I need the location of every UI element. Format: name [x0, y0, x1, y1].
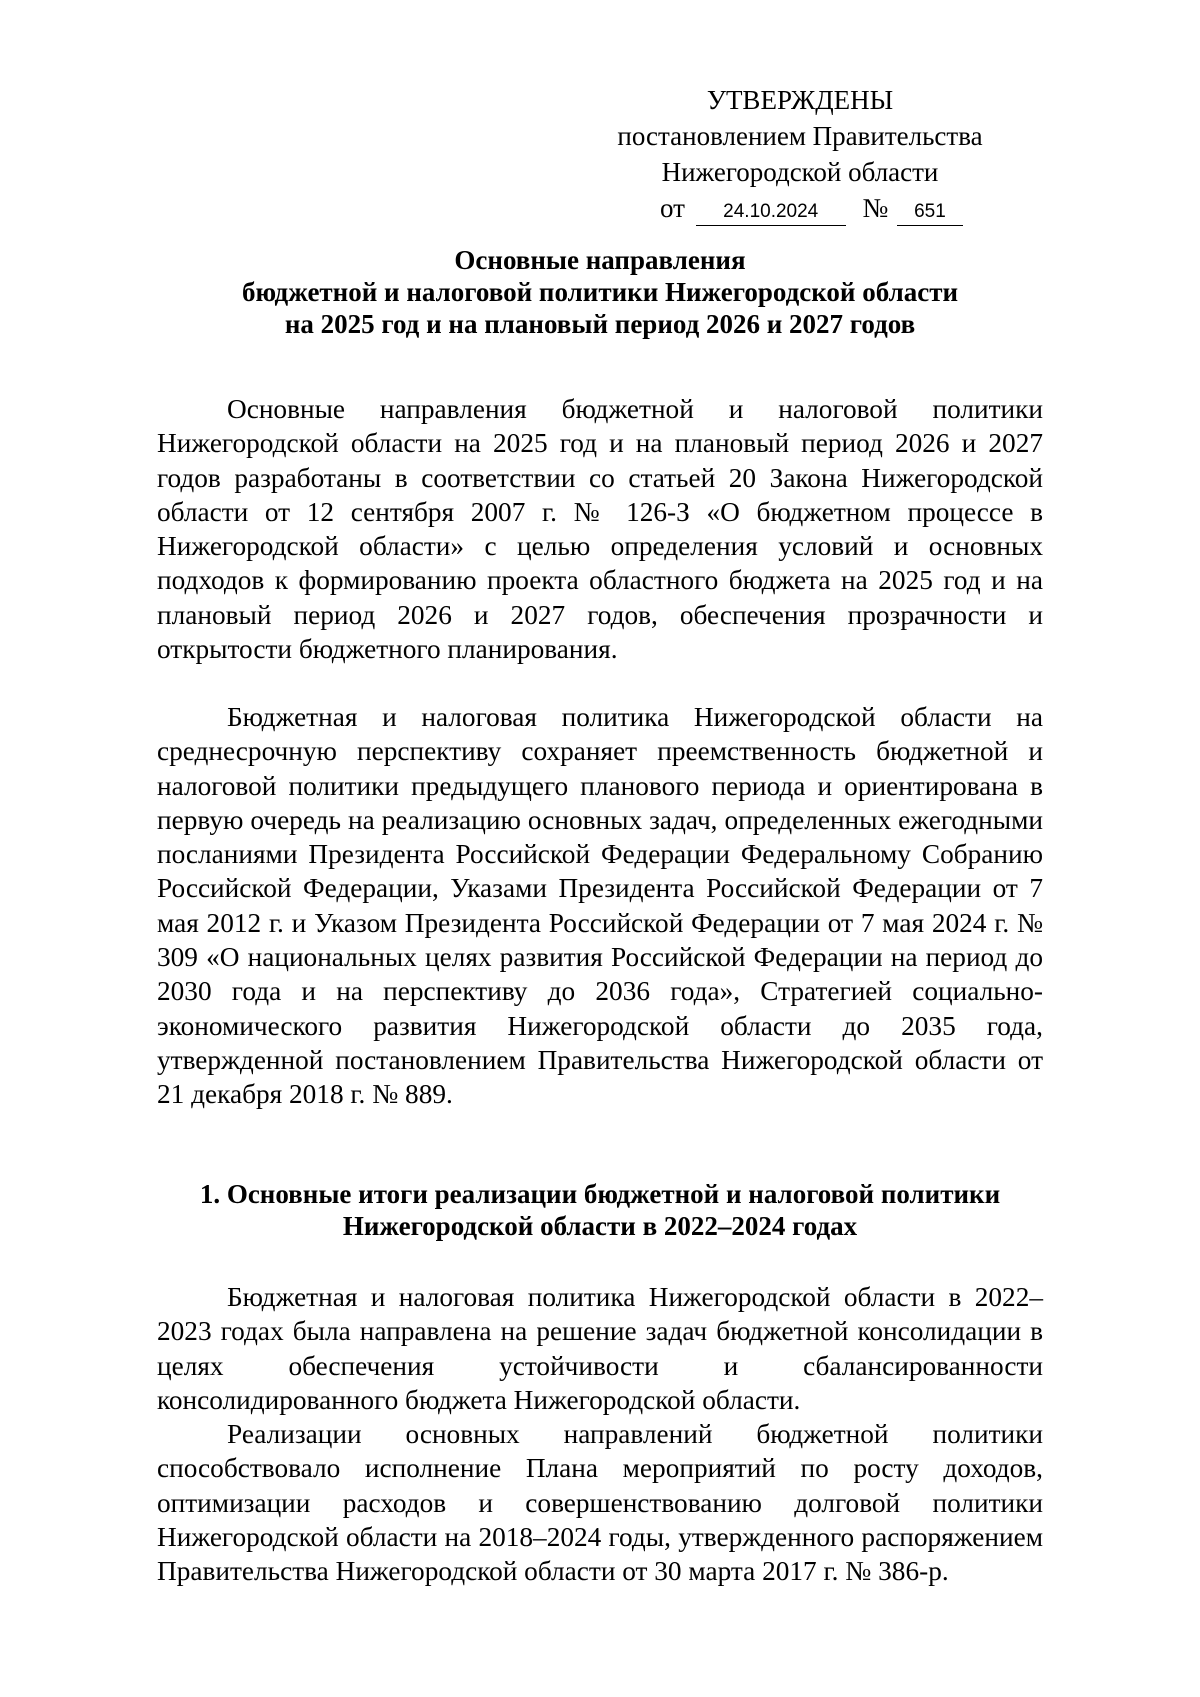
- document-title: [150, 244, 1050, 340]
- approval-line-1: постановлением Правительства: [617, 121, 983, 151]
- title-line-3: на 2025 год и на плановый период 2026 и 2027 годов: [284, 309, 916, 339]
- approval-heading: УТВЕРЖДЕНЫ: [706, 85, 894, 115]
- section-1-paragraph-1: Бюджетная и налоговая политика Нижегородской области в 2022–2023 годах была направлена на решение задач бюджетной консолидации в целях обеспечения устойчивости и сбалансированности консолидированного бюджета Нижегородской области.: [157, 1282, 1043, 1415]
- approval-date: 24.10.2024: [696, 199, 846, 226]
- approval-line-2: Нижегородской области: [661, 157, 939, 187]
- approval-date-number: [560, 190, 1040, 228]
- approval-number: 651: [897, 199, 963, 226]
- section-1-heading-line-1: 1. Основные итоги реализации бюджетной и налоговой политики: [199, 1179, 1001, 1209]
- intro-paragraph-1: Основные направления бюджетной и налоговой политики Нижегородской области на 2025 год и на плановый период 2026 и 2027 годов разработаны в соответствии со статьей 20 Закона Нижегородской области от 12 сентября 2007 г. № 126-З «О бюджетном процессе в Нижегородской области» с целью определения условий и основных подходов к формированию проекта областного бюджета на 2025 год и на плановый период 2026 и 2027 годов, обеспечения прозрачности и открытости бюджетного планирования.: [157, 394, 1043, 665]
- section-1-heading-line-2: Нижегородской области в 2022–2024 годах: [342, 1211, 858, 1241]
- approval-stamp: [560, 82, 1040, 228]
- intro-paragraph-2: Бюджетная и налоговая политика Нижегородской области на среднесрочную перспективу сохраняет преемственность бюджетной и налоговой политики предыдущего планового периода и ориентирована в первую очередь на реализацию основных задач, определенных ежегодными посланиями Президента Российской Федерации Федеральному Собранию Российской Федерации, Указами Президента Российской Федерации от 7 мая 2012 г. и Указом Президента Российской Федерации от 7 мая 2024 г. № 309 «О национальных целях развития Российской Федерации на период до 2030 года и на перспективу до 2036 года», Стратегией социально-экономического развития Нижегородской области до 2035 года, утвержденной постановлением Правительства Нижегородской области от 21 декабря 2018 г. № 889.: [157, 702, 1043, 1110]
- title-line-1: Основные направления: [454, 245, 746, 275]
- title-line-2: бюджетной и налоговой политики Нижегородской области: [241, 277, 959, 307]
- number-sign: №: [862, 193, 889, 223]
- section-1-heading: [150, 1178, 1050, 1242]
- section-1-paragraph-2: Реализации основных направлений бюджетной политики способствовало исполнение Плана мероприятий по росту доходов, оптимизации расходов и совершенствованию долговой политики Нижегородской области на 2018–2024 годы, утвержденного распоряжением Правительства Нижегородской области от 30 марта 2017 г. № 386-р.: [157, 1419, 1043, 1587]
- from-label: от: [660, 193, 685, 223]
